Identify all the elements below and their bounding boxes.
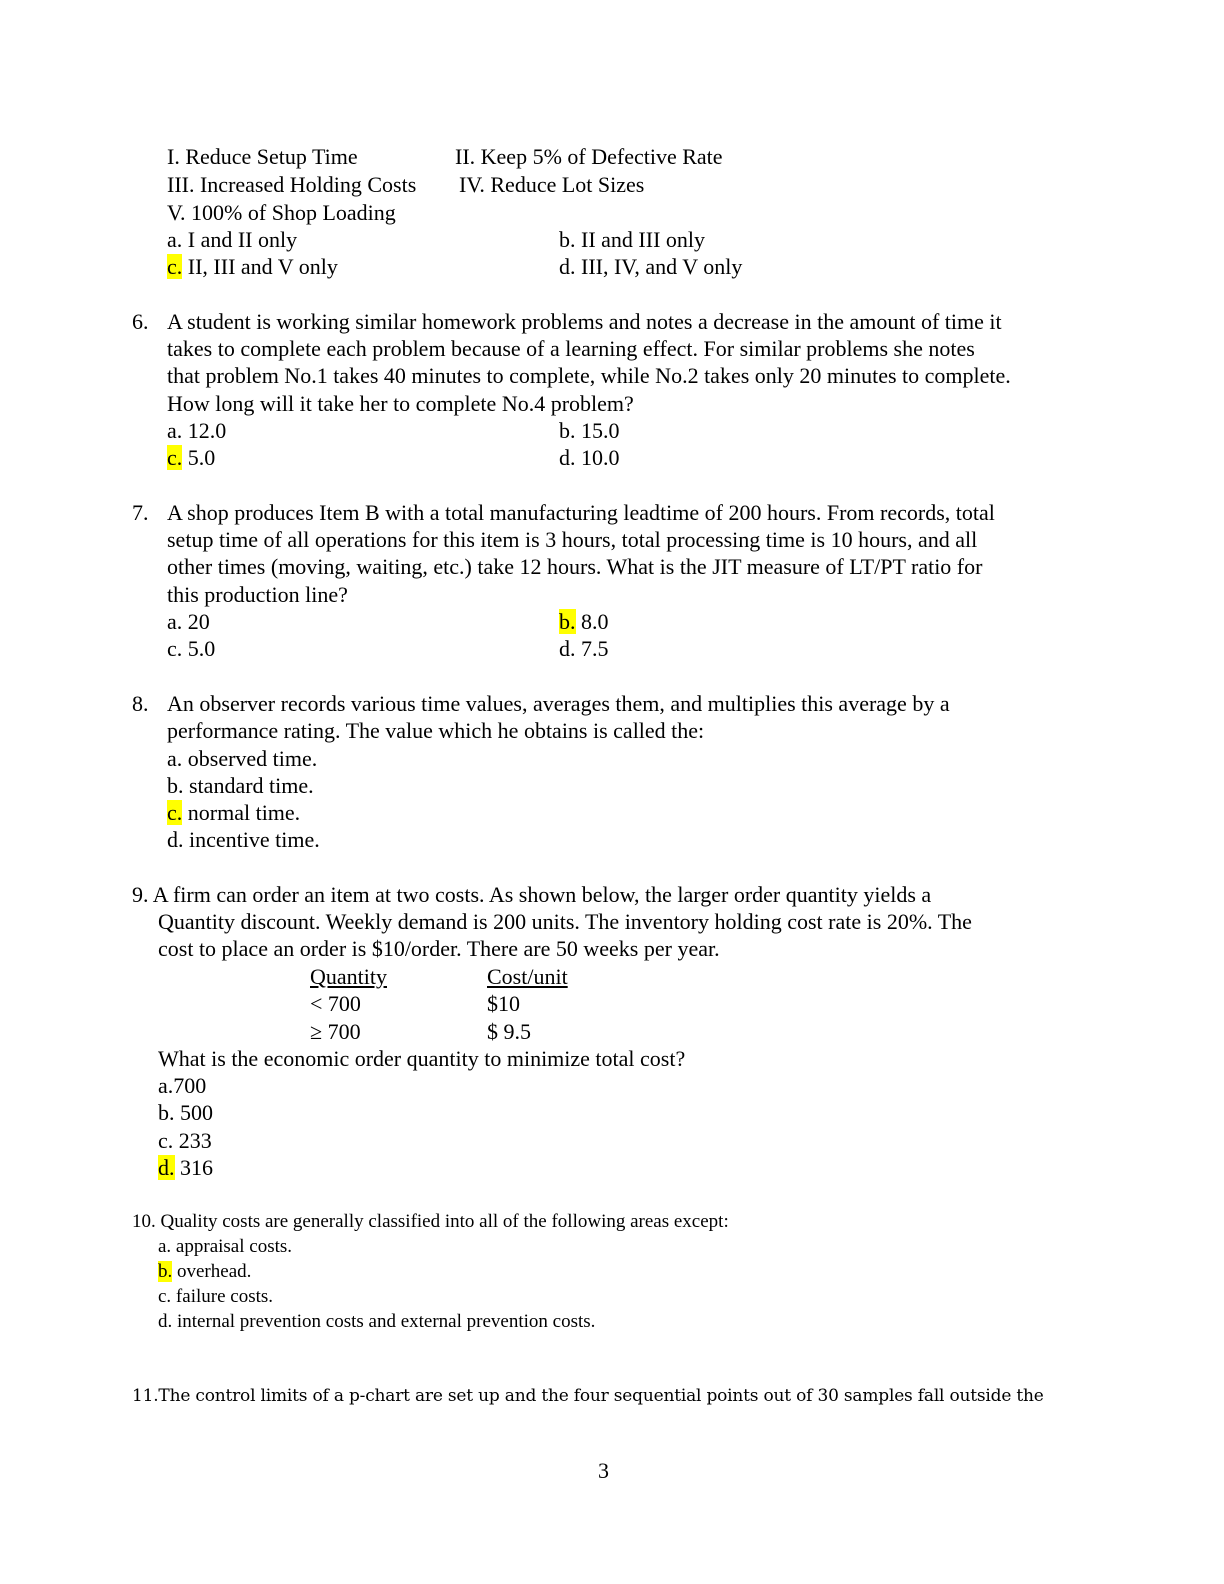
q9-answer-b: b. 500 [158, 1100, 213, 1125]
q6-answer-d: d. 10.0 [559, 445, 620, 470]
q9-table-qty: ≥ 700 [310, 1019, 361, 1044]
q8-answer-c [167, 799, 300, 826]
q5-option-iv: IV. Reduce Lot Sizes [459, 172, 645, 197]
q6-line: takes to complete each problem because of a learning effect. For similar problems she notes [167, 336, 975, 361]
q8-line: performance rating. The value which he obtains is called the: [167, 718, 705, 743]
q7-line: other times (moving, waiting, etc.) take 12 hours. What is the JIT measure of LT/PT ratio for [167, 554, 983, 579]
q9-line: cost to place an order is $10/order. There are 50 weeks per year. [158, 936, 720, 961]
q9-answer-d [158, 1154, 213, 1181]
q9-question: What is the economic order quantity to minimize total cost? [158, 1046, 686, 1071]
q5-option-ii: II. Keep 5% of Defective Rate [455, 144, 723, 169]
q8-number: 8. [132, 691, 149, 716]
q5-answer-d: d. III, IV, and V only [559, 254, 743, 279]
q6-answer-c [167, 444, 215, 471]
q6-number: 6. [132, 309, 149, 334]
q5-option-v: V. 100% of Shop Loading [167, 200, 396, 225]
answer-highlight: d. [158, 1155, 175, 1180]
q9-table-cost: $ 9.5 [487, 1019, 531, 1044]
q9-table-header-quantity: Quantity [310, 964, 387, 989]
answer-highlight: b. [158, 1261, 173, 1282]
q7-answer-d: d. 7.5 [559, 636, 609, 661]
q7-number: 7. [132, 500, 149, 525]
answer-highlight: c. [167, 800, 183, 825]
q7-line: this production line? [167, 582, 348, 607]
q6-line: How long will it take her to complete No.4 problem? [167, 391, 634, 416]
q9-line: 9. A firm can order an item at two costs. As shown below, the larger order quantity yields a [132, 882, 932, 907]
q7-line: setup time of all operations for this item is 3 hours, total processing time is 10 hours, and all [167, 527, 978, 552]
q10-line: 10. Quality costs are generally classified into all of the following areas except: [132, 1211, 729, 1232]
q10-answer-c: c. failure costs. [158, 1286, 274, 1307]
q8-answer-a: a. observed time. [167, 746, 318, 771]
q5-answer-a: a. I and II only [167, 227, 298, 252]
q9-table-cost: $10 [487, 991, 520, 1016]
q8-line: An observer records various time values, averages them, and multiplies this average by a [167, 691, 950, 716]
q10-answer-b-text: overhead. [172, 1261, 252, 1282]
q5-option-iii: III. Increased Holding Costs [167, 172, 417, 197]
q9-answer-d-text: 316 [174, 1155, 213, 1180]
q9-answer-c: c. 233 [158, 1128, 212, 1153]
q9-table-qty: < 700 [310, 991, 361, 1016]
q10-answer-b [158, 1259, 251, 1284]
q9-answer-a: a.700 [158, 1073, 207, 1098]
page-number: 3 [598, 1458, 609, 1483]
q6-answer-c-text: 5.0 [182, 445, 216, 470]
q8-answer-c-text: normal time. [182, 800, 301, 825]
q8-answer-b: b. standard time. [167, 773, 314, 798]
q7-answer-b [559, 608, 609, 635]
q10-answer-d: d. internal prevention costs and external prevention costs. [158, 1311, 596, 1332]
q10-answer-a: a. appraisal costs. [158, 1236, 293, 1257]
q9-line: Quantity discount. Weekly demand is 200 units. The inventory holding cost rate is 20%. The [158, 909, 972, 934]
q6-line: A student is working similar homework problems and notes a decrease in the amount of time it [167, 309, 1002, 334]
answer-highlight: c. [167, 445, 183, 470]
q5-answer-c-text: II, III and V only [182, 254, 338, 279]
q6-line: that problem No.1 takes 40 minutes to complete, while No.2 takes only 20 minutes to complete. [167, 363, 1011, 388]
q5-option-i: I. Reduce Setup Time [167, 144, 358, 169]
q9-table-header-cost: Cost/unit [487, 964, 568, 989]
q7-answer-a: a. 20 [167, 609, 210, 634]
q5-answer-b: b. II and III only [559, 227, 706, 252]
answer-highlight: b. [559, 609, 576, 634]
q7-line: A shop produces Item B with a total manufacturing leadtime of 200 hours. From records, total [167, 500, 995, 525]
q6-answer-a: a. 12.0 [167, 418, 227, 443]
q5-answer-c [167, 253, 338, 280]
q6-answer-b: b. 15.0 [559, 418, 620, 443]
answer-highlight: c. [167, 254, 183, 279]
q11-line: 11.The control limits of a p-chart are set up and the four sequential points out of 30 samples fall outside the [132, 1386, 1044, 1406]
q8-answer-d: d. incentive time. [167, 827, 320, 852]
q7-answer-c: c. 5.0 [167, 636, 216, 661]
q7-answer-b-text: 8.0 [575, 609, 609, 634]
